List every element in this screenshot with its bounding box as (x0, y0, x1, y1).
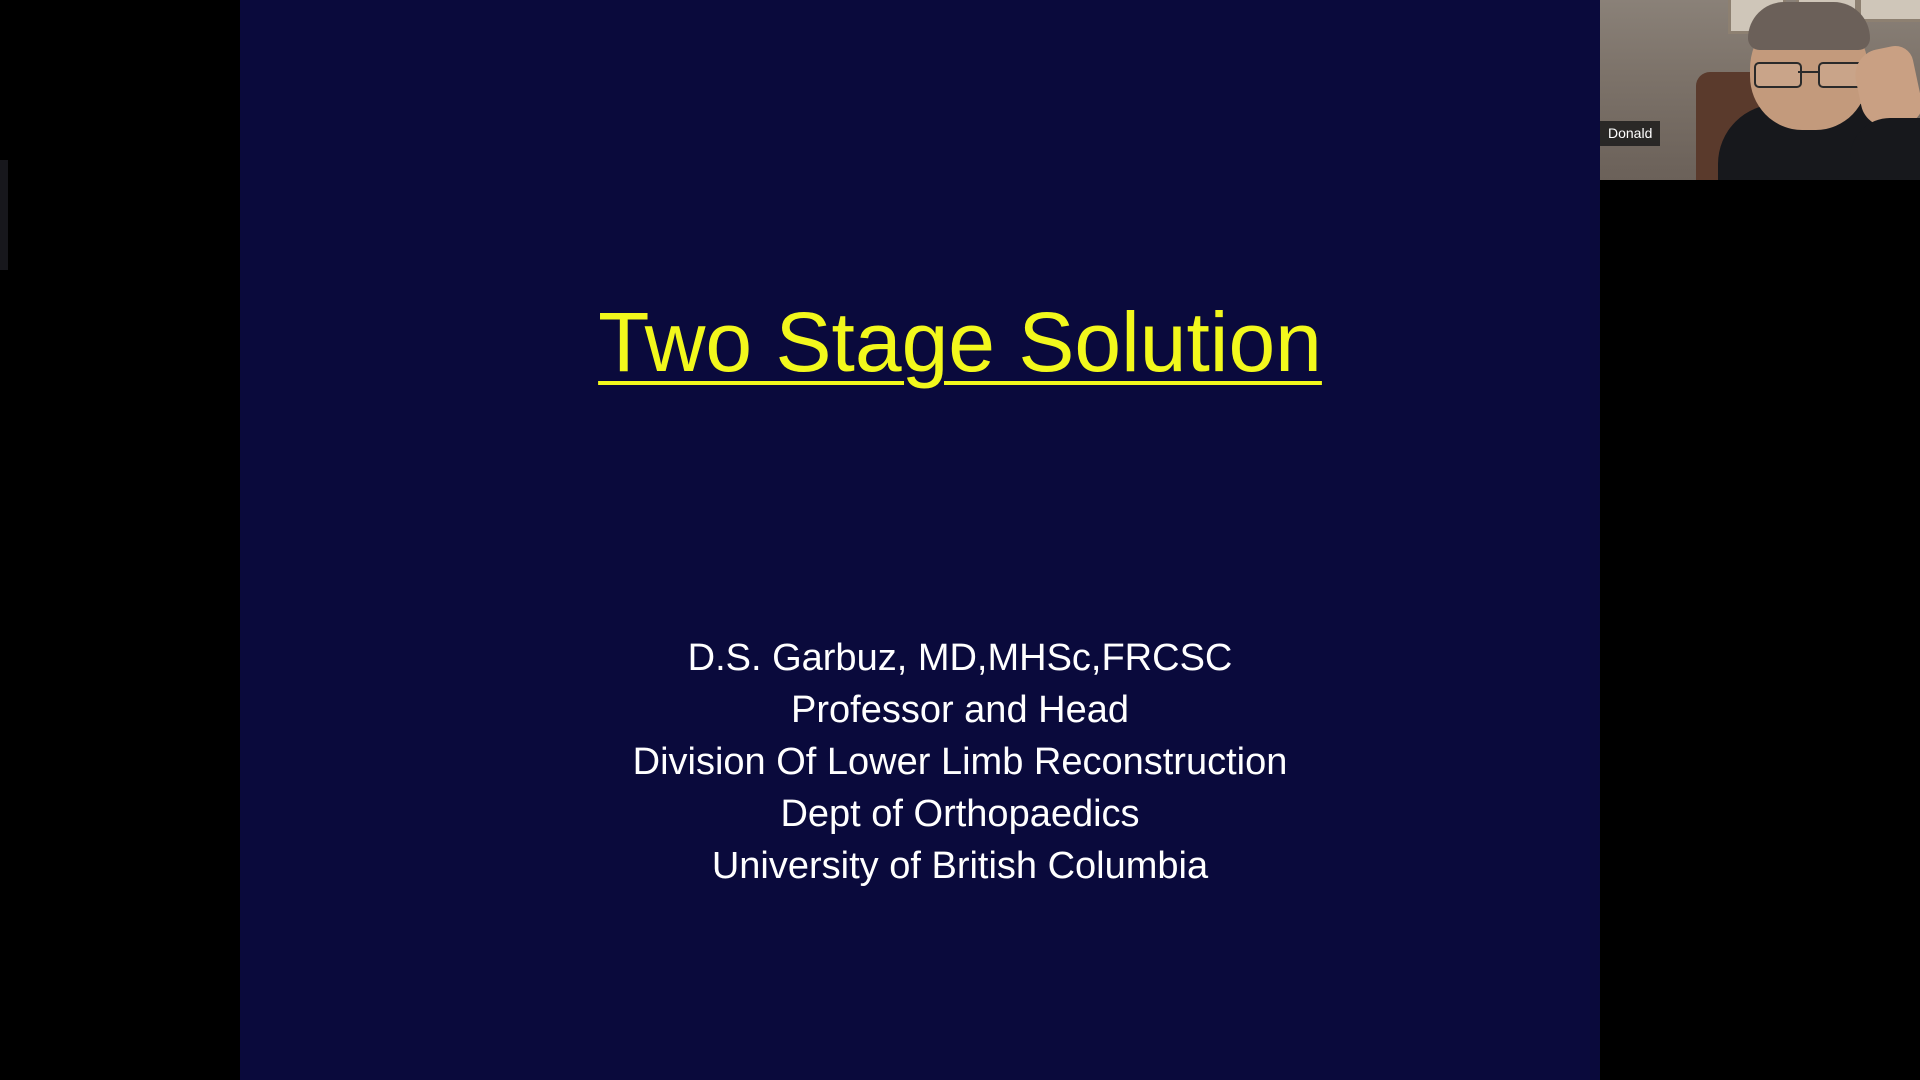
participant-glasses (1752, 62, 1868, 84)
participant-name-badge: Donald (1600, 121, 1660, 146)
byline-line-5: University of British Columbia (711, 845, 1209, 887)
glasses-bridge (1798, 71, 1818, 73)
left-edge-notch (0, 160, 8, 270)
wall-picture-frame (1858, 0, 1920, 22)
presentation-slide (240, 0, 1680, 1080)
slide-byline (240, 632, 1680, 892)
byline-line-3: Division Of Lower Limb Reconstruction (632, 741, 1288, 783)
byline-line-2: Professor and Head (791, 689, 1129, 731)
participant-hair (1748, 2, 1870, 50)
slide-title: Two Stage Solution (598, 295, 1322, 389)
right-letterbox-band (1600, 180, 1920, 1080)
participant-video-tile[interactable] (1600, 0, 1920, 180)
left-letterbox-band (0, 0, 240, 1080)
byline-line-1: D.S. Garbuz, MD,MHSc,FRCSC (687, 637, 1233, 679)
byline-line-4: Dept of Orthopaedics (780, 793, 1140, 835)
glasses-lens-left (1754, 62, 1802, 88)
